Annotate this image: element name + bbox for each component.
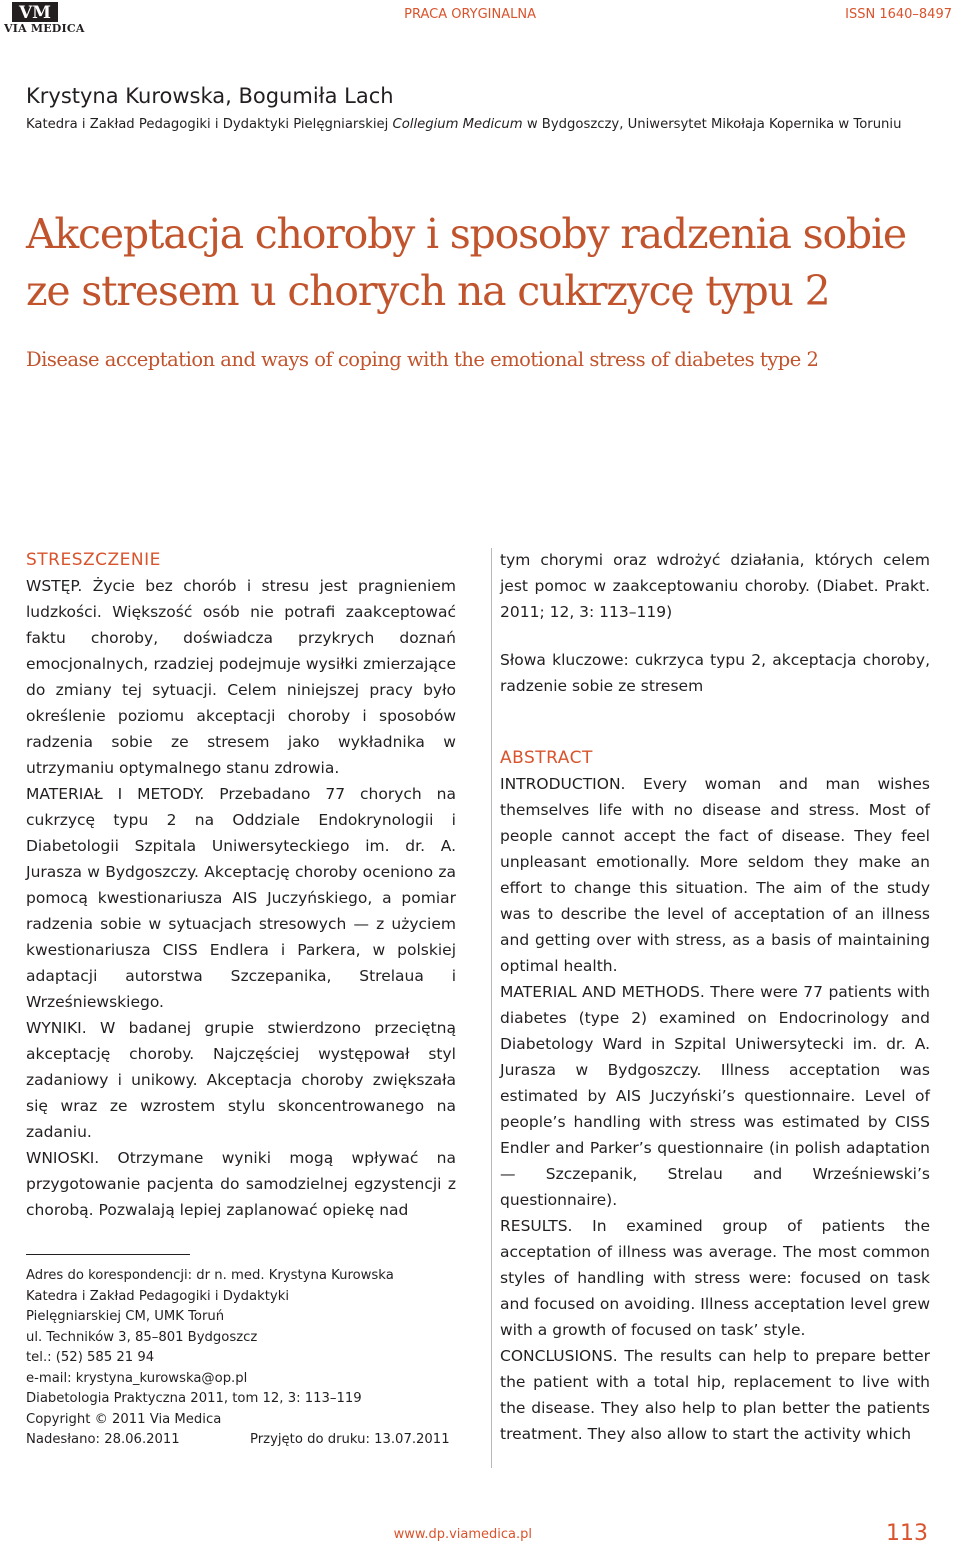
streszczenie-intro-text: Życie bez chorób i stresu jest pragnieniem ludzkości. Większość osób nie potrafi zaakceptować faktu choroby, doświadcza przykrych doznań emocjonalnych, rzadziej podejmuje wysiłki zmierzające do zmiany tej sytuacji. Celem niniejszej pracy było określenie poziomu akceptacji choroby i sposobów radzenia sobie ze stresem jako wykładnika w utrzymaniu optymalnego stanu zdrowia.: [26, 577, 456, 777]
streszczenie-results: [26, 1015, 456, 1145]
abstract-conclusions-label: CONCLUSIONS.: [500, 1347, 618, 1365]
affiliation-post: w Bydgoszczy, Uniwersytet Mikołaja Kopernika w Toruniu: [522, 117, 902, 132]
title-polish-line-1: Akceptacja choroby i sposoby radzenia sobie: [26, 210, 906, 258]
dates-line: [26, 1430, 466, 1451]
column-divider: [491, 548, 492, 1468]
streszczenie-intro: [26, 573, 456, 781]
streszczenie-results-text: W badanej grupie stwierdzono przeciętną akceptację choroby. Najczęściej występował styl zadaniowy i unikowy. Akceptacja choroby zwiększała się wraz ze wzrostem stylu skoncentrowanego na zadaniu.: [26, 1019, 456, 1141]
abstract-results-text: In examined group of patients the acceptation of illness was average. The most common styles of handling with stress were: focused on task and focused on avoiding. Illness acceptation level grew with a growth of focused on task’ style.: [500, 1217, 930, 1339]
affiliation-pre: Katedra i Zakład Pedagogiki i Dydaktyki Pielęgniarskiej: [26, 117, 393, 132]
accepted-date: Przyjęto do druku: 13.07.2011: [250, 1432, 450, 1447]
streszczenie-methods: [26, 781, 456, 1015]
correspondence-line: ul. Techników 3, 85–801 Bydgoszcz: [26, 1329, 258, 1345]
abstract-english: [500, 547, 930, 1447]
correspondence-phone: tel.: (52) 585 21 94: [26, 1350, 155, 1365]
authors: Krystyna Kurowska, Bogumiła Lach: [26, 84, 394, 108]
abstract-heading: ABSTRACT: [500, 748, 593, 768]
svg-text:VM: VM: [18, 3, 52, 22]
abstract-results: [500, 1213, 930, 1343]
abstract-polish: [26, 547, 456, 1223]
title-english: Disease acceptation and ways of coping with the emotional stress of diabetes type 2: [26, 348, 819, 371]
title-polish: [26, 206, 946, 320]
submitted-date: Nadesłano: 28.06.2011: [26, 1432, 180, 1447]
keywords: Słowa kluczowe: cukrzyca typu 2, akceptacja choroby, radzenie sobie ze stresem: [500, 651, 930, 695]
logo-text: VIA MEDICA: [4, 22, 85, 35]
correspondence-line: Adres do korespondencji: dr n. med. Krystyna Kurowska: [26, 1268, 394, 1283]
abstract-conclusions-text: The results can help to prepare better the patient with a total hip, replacement to live with the disease. They also help to plan better the patients treatment. They also allow to start the activity which: [500, 1347, 930, 1443]
page-number: 113: [886, 1521, 928, 1546]
streszczenie-methods-text: Przebadano 77 chorych na cukrzycę typu 2 na Oddziale Endokrynologii i Diabetologii Szpitala Uniwersyteckiego im. dr. A. Jurasza w Bydgoszczy. Akceptację choroby oceniono za pomocą kwestionariusza AIS Juczyńskiego, a pomiar radzenia sobie w sytuacjach stresowych — z użyciem kwestionariusza CISS Endlera i Parkera, w polskiej adaptacji autorstwa Szczepanika, Strelaua i Wrześniewskiego.: [26, 785, 457, 1011]
abstract-intro-label: INTRODUCTION.: [500, 775, 626, 793]
streszczenie-continued: tym chorymi oraz wdrożyć działania, których celem jest pomoc w zaakceptowaniu choroby. (Diabet. Prakt. 2011; 12, 3: 113–119): [500, 551, 930, 621]
affiliation-italic: Collegium Medicum: [392, 117, 523, 132]
streszczenie-conclusions-text: Otrzymane wyniki mogą wpływać na przygotowanie pacjenta do samodzielnej egzystencji z chorobą. Pozwalają lepiej zaplanować opiekę nad: [26, 1149, 456, 1219]
streszczenie-heading: STRESZCZENIE: [26, 550, 161, 570]
vm-logo-icon: [12, 2, 58, 22]
journal-url-link[interactable]: www.dp.viamedica.pl: [393, 1527, 532, 1542]
streszczenie-conclusions: [26, 1145, 456, 1223]
correspondence-block: [26, 1266, 466, 1451]
abstract-results-label: RESULTS.: [500, 1217, 573, 1235]
abstract-methods-label: MATERIAL AND METHODS.: [500, 983, 705, 1001]
streszczenie-results-label: WYNIKI.: [26, 1019, 87, 1037]
abstract-conclusions: [500, 1343, 930, 1447]
abstract-methods: [500, 979, 930, 1213]
streszczenie-conclusions-label: WNIOSKI.: [26, 1149, 100, 1167]
correspondence-line: Pielęgniarskiej CM, UMK Toruń: [26, 1309, 225, 1324]
correspondence-email: e-mail: krystyna_kurowska@op.pl: [26, 1370, 248, 1386]
correspondence-line: Katedra i Zakład Pedagogiki i Dydaktyki: [26, 1288, 290, 1304]
streszczenie-methods-label: MATERIAŁ I METODY.: [26, 785, 205, 803]
publisher-logo: [4, 2, 85, 36]
issn-label: ISSN 1640–8497: [845, 7, 952, 22]
copyright: Copyright © 2011 Via Medica: [26, 1411, 222, 1427]
affiliation: [26, 117, 901, 132]
title-polish-line-2: ze stresem u chorych na cukrzycę typu 2: [26, 267, 830, 315]
footnote-rule: [26, 1254, 190, 1255]
abstract-methods-text: There were 77 patients with diabetes (type 2) examined on Endocrinology and Diabetology Ward in Szpital Uniwersytecki im. dr. A. Jurasza w Bydgoszczy. Illness acceptation was estimated by AIS Juczyński’s questionnaire. Level of people’s handling with stress was estimated by CISS Endler and Parker’s questionnaire (in polish adaptation — Szczepanik, Strelau and Wrześniewski’s questionnaire).: [500, 983, 930, 1209]
section-label: PRACA ORYGINALNA: [404, 7, 536, 22]
citation: Diabetologia Praktyczna 2011, tom 12, 3: 113–119: [26, 1391, 362, 1406]
abstract-intro-text: Every woman and man wishes themselves life with no disease and stress. Most of people cannot accept the fact of disease. They feel unpleasant emotionally. More seldom they make an effort to change this situation. The aim of the study was to describe the level of acceptation of an illness and getting over with stress, as a basis of maintaining optimal health.: [500, 775, 930, 975]
abstract-intro: [500, 771, 930, 979]
streszczenie-intro-label: WSTĘP.: [26, 577, 83, 595]
